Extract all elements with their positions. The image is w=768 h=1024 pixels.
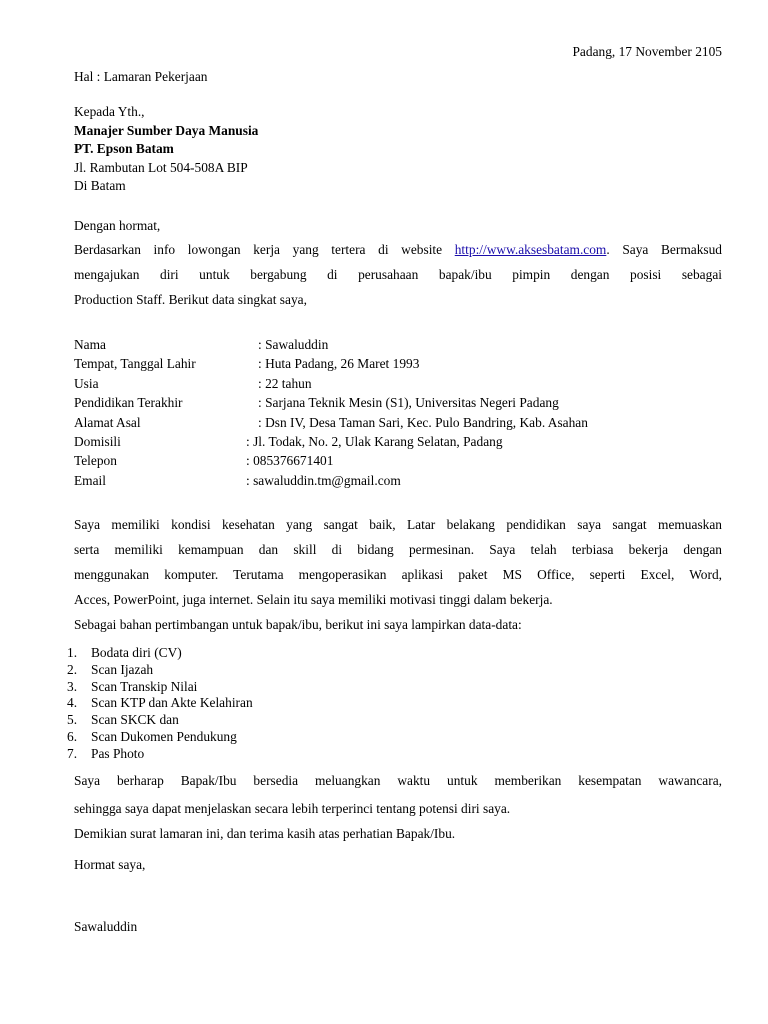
recipient-greeting: Kepada Yth.,: [74, 104, 145, 119]
letter-date: Padang, 17 November 2105: [572, 44, 722, 59]
field-value: : Dsn IV, Desa Taman Sari, Kec. Pulo Bandring, Kab. Asahan: [258, 414, 588, 430]
field-value: : 085376671401: [246, 453, 334, 469]
closing-regards: Hormat saya,: [74, 857, 146, 872]
personal-data-row: [74, 376, 734, 395]
salutation: Dengan hormat,: [74, 218, 161, 233]
attachments-intro: Sebagai bahan pertimbangan untuk bapak/ibu, berikut ini saya lampirkan data-data:: [74, 617, 522, 632]
body-line-1: Saya memiliki kondisi kesehatan yang sangat baik, Latar belakang pendidikan saya sangat memuaskan: [74, 517, 722, 532]
body-line-3: menggunakan komputer. Terutama mengoperasikan aplikasi paket MS Office, seperti Excel, Word,: [74, 567, 722, 582]
list-number: 2.: [67, 661, 78, 677]
personal-data-row: [74, 337, 734, 356]
field-label: Pendidikan Terakhir: [74, 395, 183, 411]
closing-line-2: sehingga saya dapat menjelaskan secara lebih terperinci tentang potensi diri saya.: [74, 801, 511, 816]
closing-line-1: Saya berharap Bapak/Ibu bersedia meluangkan waktu untuk memberikan kesempatan wawancara,: [74, 773, 722, 788]
list-text: Bodata diri (CV): [91, 645, 182, 660]
list-text: Scan Ijazah: [91, 661, 154, 677]
personal-data-row: [74, 395, 734, 414]
signature-name: Sawaluddin: [74, 919, 138, 934]
list-text: Scan SKCK dan: [91, 712, 179, 728]
recipient-title: Manajer Sumber Daya Manusia: [74, 122, 259, 138]
list-number: 5.: [67, 712, 78, 728]
field-label: Nama: [74, 337, 106, 352]
list-number: 7.: [67, 745, 78, 761]
personal-data-row: [74, 453, 734, 472]
field-label: Domisili: [74, 433, 121, 449]
field-value: : Huta Padang, 26 Maret 1993: [258, 356, 420, 372]
body-line-2: serta memiliki kemampuan dan skill di bidang permesinan. Saya telah terbiasa bekerja dengan: [74, 542, 722, 557]
personal-data-row: [74, 356, 734, 375]
list-text: Scan Dukomen Pendukung: [91, 728, 237, 744]
personal-data-list: [74, 337, 734, 492]
field-value: : 22 tahun: [258, 375, 312, 391]
opening-line-1: [74, 242, 722, 258]
field-label: Email: [74, 472, 106, 488]
list-text: Scan Transkip Nilai: [91, 678, 198, 694]
body-line-4: Acces, PowerPoint, juga internet. Selain itu saya memiliki motivasi tinggi dalam bekerja.: [74, 592, 553, 607]
website-link[interactable]: http://www.aksesbatam.com: [454, 242, 607, 257]
field-value: : Sawaluddin: [258, 337, 329, 352]
list-number: 1.: [67, 645, 78, 660]
field-label: Tempat, Tanggal Lahir: [74, 356, 196, 372]
personal-data-row: [74, 473, 734, 492]
opening-text-before-link: Berdasarkan info lowongan kerja yang tertera di website: [74, 242, 443, 257]
field-value: : Jl. Todak, No. 2, Ulak Karang Selatan, Padang: [246, 433, 503, 449]
personal-data-row: [74, 415, 734, 434]
list-text: Scan KTP dan Akte Kelahiran: [91, 695, 253, 711]
field-label: Telepon: [74, 453, 117, 469]
list-number: 6.: [67, 728, 78, 744]
opening-text-after-link: . Saya Bermaksud: [606, 242, 722, 257]
closing-line-3: Demikian surat lamaran ini, dan terima kasih atas perhatian Bapak/Ibu.: [74, 826, 456, 841]
recipient-address: Jl. Rambutan Lot 504-508A BIP: [74, 159, 248, 175]
opening-line-3: Production Staff. Berikut data singkat saya,: [74, 292, 307, 307]
letter-subject: Hal : Lamaran Pekerjaan: [74, 69, 208, 84]
field-value: : Sarjana Teknik Mesin (S1), Universitas Negeri Padang: [258, 395, 559, 411]
field-label: Alamat Asal: [74, 414, 141, 430]
field-value: : sawaluddin.tm@gmail.com: [246, 472, 401, 488]
recipient-company: PT. Epson Batam: [74, 141, 174, 156]
list-number: 3.: [67, 678, 78, 694]
recipient-city: Di Batam: [74, 178, 126, 193]
opening-line-2: mengajukan diri untuk bergabung di perusahaan bapak/ibu pimpin dengan posisi sebagai: [74, 267, 722, 282]
list-text: Pas Photo: [91, 745, 145, 761]
field-label: Usia: [74, 375, 99, 391]
personal-data-row: [74, 434, 734, 453]
list-number: 4.: [67, 695, 78, 711]
recipient-block: [74, 103, 258, 196]
